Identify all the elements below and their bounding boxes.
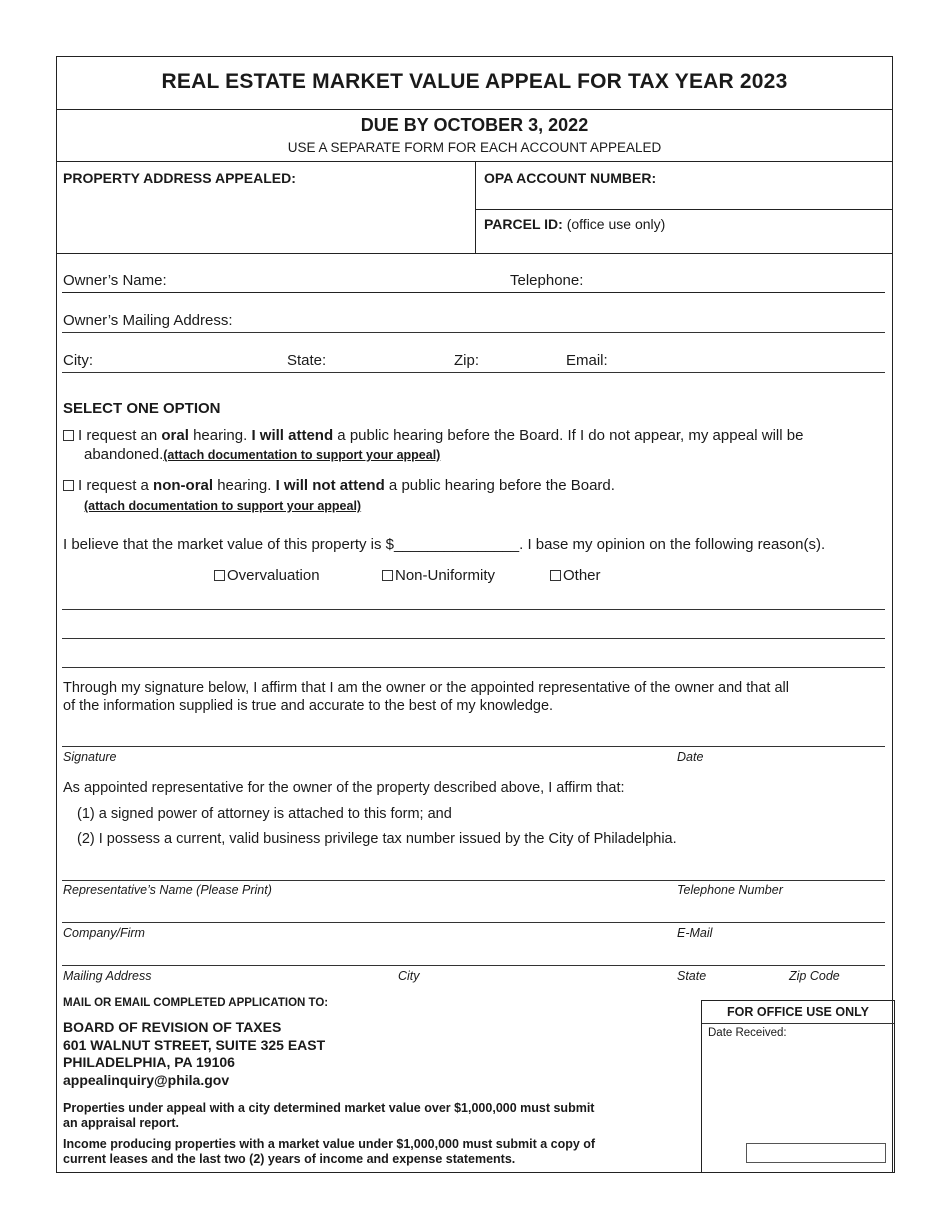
oral-text-bold: oral	[161, 427, 189, 444]
state-field[interactable]	[330, 350, 448, 370]
rep-mailing-label: Mailing Address	[63, 969, 152, 983]
appraisal-note-line-2: an appraisal report.	[63, 1116, 180, 1130]
oral-text-attend: I will attend	[251, 427, 334, 444]
oral-text-post: a public hearing before the Board. If I do not appear, my appeal will be	[333, 427, 804, 444]
market-value-field[interactable]	[419, 534, 549, 554]
non-uniformity-checkbox[interactable]	[382, 570, 393, 581]
representative-item-1: (1) a signed power of attorney is attached to this form; and	[77, 806, 452, 822]
nonoral-hearing-line2	[84, 497, 361, 515]
office-use-heading: FOR OFFICE USE ONLY	[702, 1001, 894, 1024]
owners-name-field[interactable]	[180, 270, 500, 290]
telephone-label: Telephone:	[510, 272, 584, 289]
office-stamp-box	[746, 1143, 886, 1163]
mailing-address-line	[62, 332, 885, 333]
representative-intro: As appointed representative for the owner of the property described above, I affirm that:	[63, 780, 625, 796]
board-name: BOARD OF REVISION OF TAXES	[63, 1019, 282, 1035]
parcel-id-note: (office use only)	[566, 216, 666, 232]
state-label: State:	[287, 352, 327, 369]
reason-line-3	[62, 667, 885, 668]
signature-field[interactable]	[62, 722, 885, 746]
due-instruction: USE A SEPARATE FORM FOR EACH ACCOUNT APPEALED	[287, 140, 662, 155]
income-note-line-1: Income producing properties with a market value under $1,000,000 must submit a copy of	[63, 1137, 596, 1151]
opa-account-label: OPA ACCOUNT NUMBER:	[484, 170, 657, 186]
affirmation-line-2: of the information supplied is true and accurate to the best of my knowledge.	[63, 698, 554, 714]
board-city: PHILADELPHIA, PA 19106	[63, 1054, 235, 1070]
other-checkbox[interactable]	[550, 570, 561, 581]
representative-item-2: (2) I possess a current, valid business privilege tax number issued by the City of Philadelphia.	[77, 831, 677, 847]
nonoral-text-post: a public hearing before the Board.	[384, 477, 615, 494]
city-label: City:	[63, 352, 93, 369]
signature-label: Signature	[63, 750, 117, 764]
select-option-heading: SELECT ONE OPTION	[63, 400, 221, 417]
city-line	[62, 372, 885, 373]
reason-non-uniformity	[382, 567, 495, 584]
appraisal-note	[63, 1101, 693, 1131]
zip-field[interactable]	[484, 350, 562, 370]
telephone-field[interactable]	[592, 270, 882, 290]
representative-name-field[interactable]	[62, 858, 885, 880]
mail-to-heading: MAIL OR EMAIL COMPLETED APPLICATION TO:	[63, 997, 329, 1009]
company-line	[62, 922, 885, 923]
reason-other	[550, 567, 601, 584]
date-label: Date	[677, 750, 704, 764]
city-field[interactable]	[100, 350, 280, 370]
property-divider	[56, 253, 893, 254]
parcel-id-label: PARCEL ID:	[484, 216, 563, 232]
non-uniformity-label: Non-Uniformity	[395, 567, 496, 584]
oral-hearing-line2	[84, 446, 440, 463]
nonoral-text-pre: I request a	[78, 477, 154, 494]
overvaluation-label: Overvaluation	[227, 567, 320, 584]
email-field[interactable]	[612, 350, 882, 370]
rep-name-line	[62, 880, 885, 881]
income-note-line-2: current leases and the last two (2) years of income and expense statements.	[63, 1152, 516, 1166]
nonoral-text-attend: I will not attend	[275, 477, 385, 494]
nonoral-text-mid: hearing.	[213, 477, 276, 494]
reason-line-2	[62, 638, 885, 639]
oral-abandoned-text: abandoned.	[84, 446, 164, 463]
reason-overvaluation	[214, 567, 320, 584]
oral-attach-note: (attach documentation to support your appeal)	[163, 448, 441, 462]
representative-name-label: Representative’s Name (Please Print)	[63, 883, 272, 897]
rep-email-label: E-Mail	[677, 926, 713, 940]
rep-state-label: State	[677, 969, 707, 983]
zip-label: Zip:	[454, 352, 480, 369]
nonoral-hearing-checkbox[interactable]	[63, 480, 74, 491]
rep-telephone-label: Telephone Number	[677, 883, 783, 897]
email-label: Email:	[566, 352, 608, 369]
appraisal-note-line-1: Properties under appeal with a city determined market value over $1,000,000 must submit	[63, 1101, 595, 1115]
company-label: Company/Firm	[63, 926, 145, 940]
company-field[interactable]	[62, 900, 885, 922]
nonoral-hearing-option	[63, 477, 883, 494]
oral-hearing-checkbox[interactable]	[63, 430, 74, 441]
rep-zip-label: Zip Code	[789, 969, 840, 983]
oral-text-mid: hearing.	[188, 427, 252, 444]
opa-divider	[475, 209, 893, 210]
owners-name-label: Owner’s Name:	[63, 272, 167, 289]
parcel-id-row	[484, 216, 665, 232]
property-column-divider	[475, 161, 476, 253]
due-date: DUE BY OCTOBER 3, 2022	[360, 115, 589, 135]
rep-mailing-line	[62, 965, 885, 966]
office-use-box	[701, 1000, 895, 1173]
signature-line	[62, 746, 885, 747]
date-received-label: Date Received:	[708, 1027, 787, 1039]
affirmation-line-1: Through my signature below, I affirm that I am the owner or the appointed representative of the owner and that all	[63, 680, 789, 696]
oral-text-pre: I request an	[78, 427, 162, 444]
rep-city-label: City	[398, 969, 420, 983]
mailing-address-field[interactable]	[253, 310, 883, 330]
property-address-label: PROPERTY ADDRESS APPEALED:	[63, 170, 296, 186]
property-address-field[interactable]	[63, 192, 468, 247]
oral-hearing-option	[63, 427, 883, 444]
rep-mailing-field[interactable]	[62, 943, 885, 965]
reason-line-1	[62, 609, 885, 610]
income-note	[63, 1137, 693, 1167]
market-value-statement: I believe that the market value of this property is $_______________. I base my opinion on the following reason(s).	[63, 536, 826, 553]
nonoral-text-bold: non-oral	[153, 477, 214, 494]
opa-account-field[interactable]	[484, 188, 884, 206]
title-divider	[56, 109, 893, 110]
reasons-explanation-field[interactable]	[62, 585, 885, 669]
overvaluation-checkbox[interactable]	[214, 570, 225, 581]
affirmation-text	[63, 679, 893, 715]
nonoral-attach-note: (attach documentation to support your appeal)	[84, 499, 362, 513]
owners-name-line	[62, 292, 885, 293]
form-title: REAL ESTATE MARKET VALUE APPEAL FOR TAX YEAR 2023	[161, 70, 788, 93]
other-label: Other	[563, 567, 601, 584]
board-email[interactable]: appealinquiry@phila.gov	[63, 1071, 230, 1088]
board-street: 601 WALNUT STREET, SUITE 325 EAST	[63, 1036, 326, 1053]
board-address	[63, 1019, 325, 1089]
mailing-address-label: Owner’s Mailing Address:	[63, 312, 233, 329]
